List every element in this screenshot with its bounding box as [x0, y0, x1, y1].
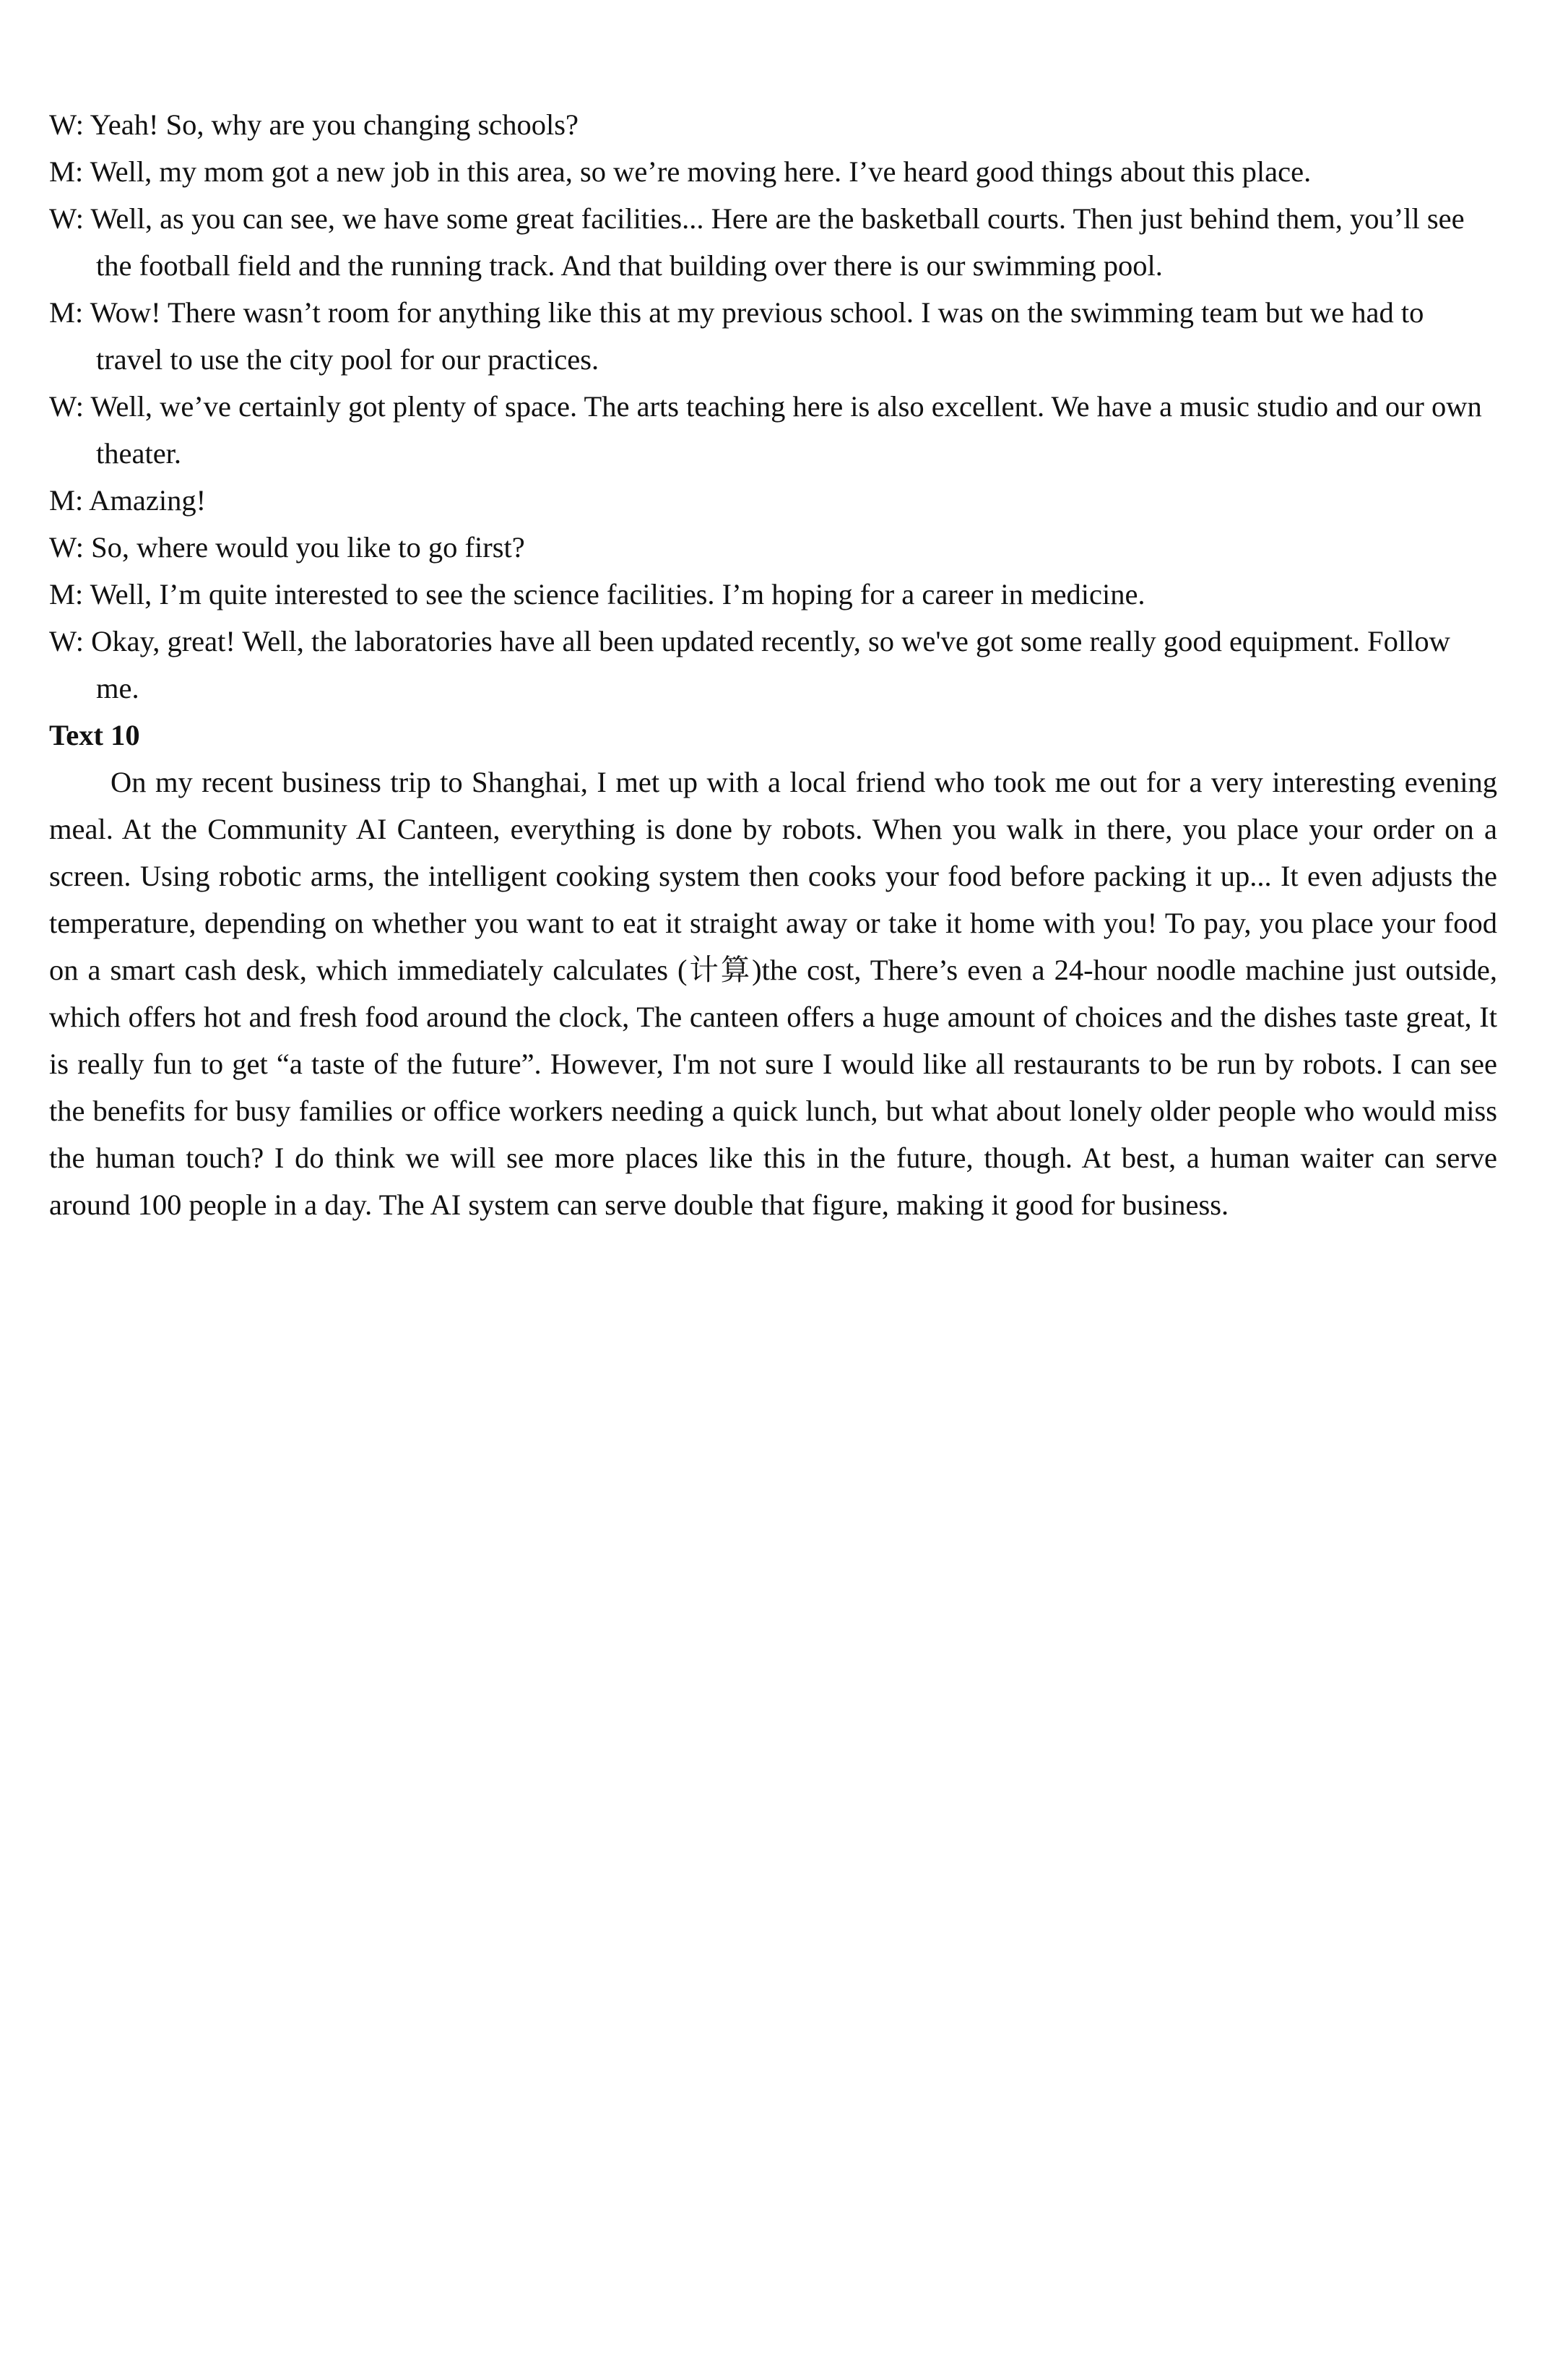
dialogue-line: M: Wow! There wasn’t room for anything like this at my previous school. I was on the swimming team but we had to travel to use the city pool for our practices.	[49, 296, 1424, 376]
dialogue-line: W: Okay, great! Well, the laboratories have all been updated recently, so we've got some really good equipment. Follow me.	[49, 625, 1450, 704]
dialogue-line: W: Well, as you can see, we have some great facilities... Here are the basketball courts. Then just behind them, you’ll see the football field and the running track. And that building over there is our swimming pool.	[49, 202, 1465, 282]
document-page	[49, 101, 1497, 1228]
dialogue-line: M: Well, I’m quite interested to see the science facilities. I’m hoping for a career in medicine.	[49, 578, 1145, 610]
dialogue-line: W: So, where would you like to go first?	[49, 531, 525, 564]
section-paragraph: On my recent business trip to Shanghai, I met up with a local friend who took me out for a very interesting evening meal. At the Community AI Canteen, everything is done by robots. When you walk in there, you place your order on a screen. Using robotic arms, the intelligent cooking system then cooks your food before packing it up... It even adjusts the temperature, depending on whether you want to eat it straight away or take it home with you! To pay, you place your food on a smart cash desk, which immediately calculates (计算)the cost, There’s even a 24-hour noodle machine just outside, which offers hot and fresh food around the clock, The canteen offers a huge amount of choices and the dishes taste great, It is really fun to get “a taste of the future”. However, I'm not sure I would like all restaurants to be run by robots. I can see the benefits for busy families or office workers needing a quick lunch, but what about lonely older people who would miss the human touch? I do think we will see more places like this in the future, though. At best, a human waiter can serve around 100 people in a day. The AI system can serve double that figure, making it good for business.	[49, 766, 1497, 1221]
dialogue-line: W: Well, we’ve certainly got plenty of space. The arts teaching here is also excellent. We have a music studio and our own theater.	[49, 390, 1482, 470]
section-title: Text 10	[49, 719, 140, 751]
dialogue-line: W: Yeah! So, why are you changing schools?	[49, 108, 579, 141]
dialogue-line: M: Amazing!	[49, 484, 207, 517]
dialogue-block	[49, 101, 1497, 712]
dialogue-line: M: Well, my mom got a new job in this area, so we’re moving here. I’ve heard good things about this place.	[49, 155, 1312, 188]
